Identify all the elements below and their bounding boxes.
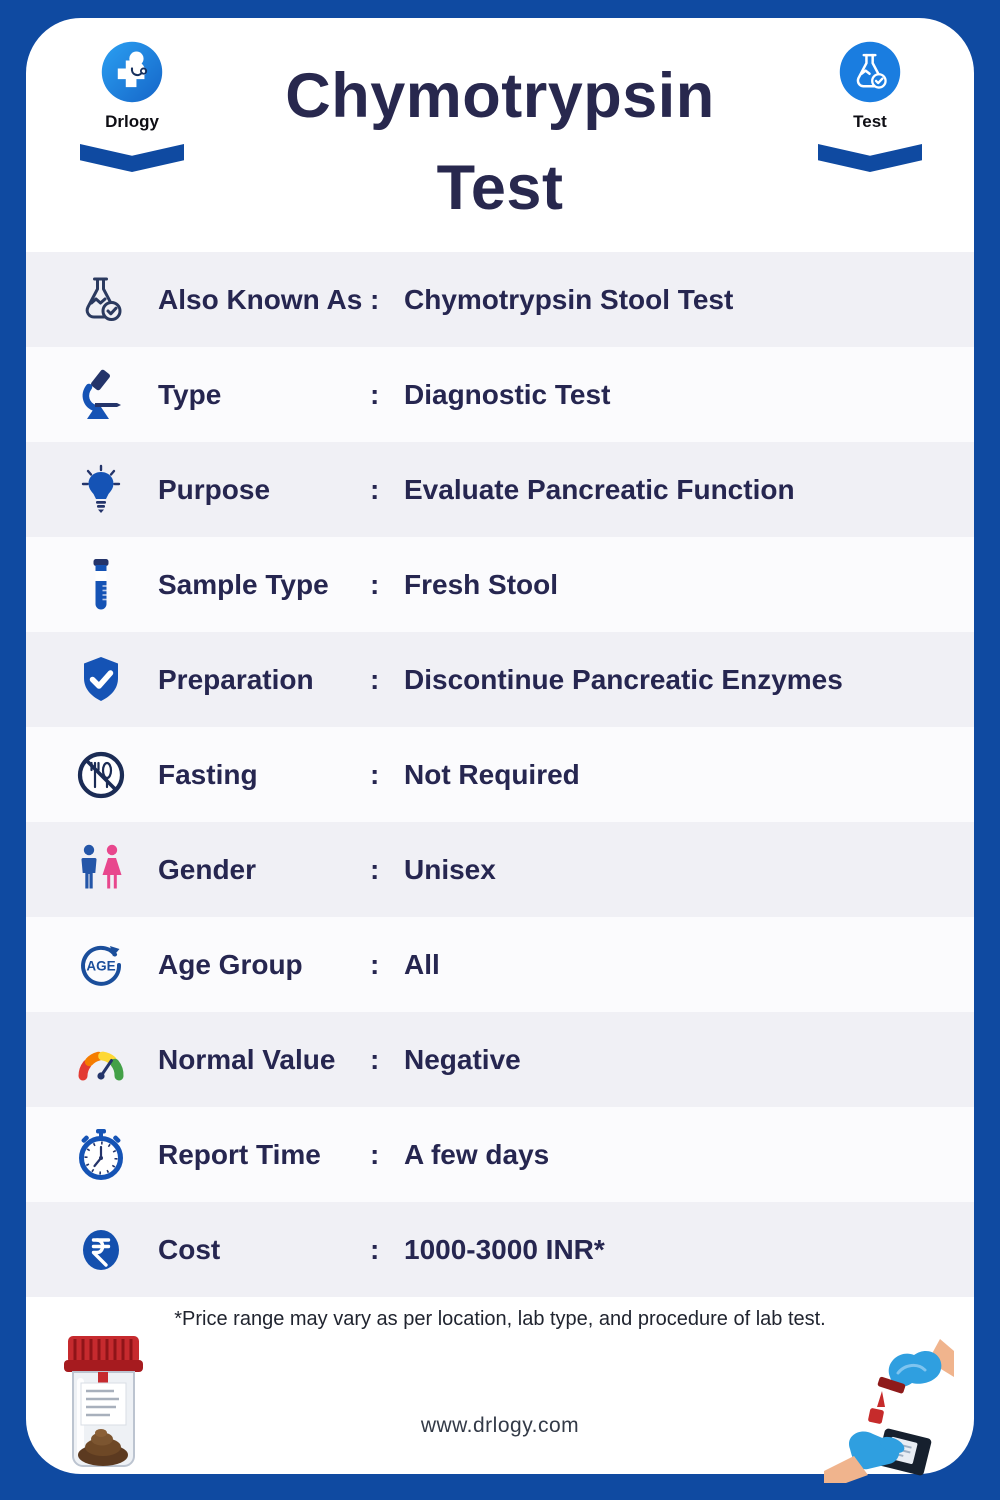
drlogy-logo-icon bbox=[100, 40, 164, 104]
row-value: Not Required bbox=[404, 758, 580, 790]
row-label: Report Time bbox=[158, 1138, 321, 1170]
table-row bbox=[26, 347, 974, 442]
shield-check-icon bbox=[72, 649, 130, 711]
table-row bbox=[26, 1107, 974, 1202]
microscope-icon bbox=[72, 364, 130, 426]
flask-check-icon bbox=[838, 40, 902, 104]
badge-ribbon-chevron bbox=[80, 144, 184, 172]
no-food-icon bbox=[72, 744, 130, 806]
row-separator: : bbox=[370, 473, 380, 505]
table-row bbox=[26, 1202, 974, 1297]
stool-sample-jar-image bbox=[56, 1333, 151, 1473]
row-separator: : bbox=[370, 1043, 380, 1075]
age-group-icon bbox=[72, 934, 130, 996]
price-disclaimer: *Price range may vary as per location, lab type, and procedure of lab test. bbox=[174, 1308, 826, 1330]
gender-icon bbox=[72, 839, 130, 901]
badge-label: Test bbox=[853, 112, 887, 131]
table-row bbox=[26, 1012, 974, 1107]
test-badge bbox=[818, 28, 922, 208]
row-separator: : bbox=[370, 1138, 380, 1170]
table-row bbox=[26, 252, 974, 347]
table-row bbox=[26, 822, 974, 917]
table-row bbox=[26, 727, 974, 822]
title-line-1: Chymotrypsin bbox=[285, 61, 715, 131]
flask-check-icon bbox=[72, 269, 130, 331]
title-line-2: Test bbox=[436, 153, 564, 223]
row-label: Preparation bbox=[158, 663, 314, 695]
row-separator: : bbox=[370, 948, 380, 980]
row-value: A few days bbox=[404, 1138, 550, 1170]
gauge-icon bbox=[72, 1029, 130, 1091]
test-info-table bbox=[26, 252, 974, 1297]
row-label: Type bbox=[158, 378, 222, 410]
svg-text:AGE: AGE bbox=[86, 958, 116, 973]
test-tube-icon bbox=[72, 554, 130, 616]
row-label: Fasting bbox=[158, 758, 258, 790]
row-separator: : bbox=[370, 378, 380, 410]
badge-label: Drlogy bbox=[105, 112, 159, 131]
table-row bbox=[26, 632, 974, 727]
row-separator: : bbox=[370, 568, 380, 600]
lightbulb-icon bbox=[72, 459, 130, 521]
row-separator: : bbox=[370, 283, 380, 315]
rupee-icon bbox=[72, 1219, 130, 1281]
website-url: www.drlogy.com bbox=[420, 1414, 580, 1437]
row-label: Gender bbox=[158, 853, 257, 885]
gloved-hands-test-image bbox=[812, 1333, 954, 1483]
table-row bbox=[26, 917, 974, 1012]
row-value: 1000-3000 INR* bbox=[404, 1233, 605, 1265]
drlogy-badge bbox=[80, 28, 184, 208]
row-separator: : bbox=[370, 1233, 380, 1265]
row-value: Diagnostic Test bbox=[404, 378, 611, 410]
table-row bbox=[26, 537, 974, 632]
row-value: Fresh Stool bbox=[404, 568, 559, 600]
row-value: Chymotrypsin Stool Test bbox=[404, 283, 734, 315]
row-label: Sample Type bbox=[158, 568, 329, 600]
row-separator: : bbox=[370, 853, 380, 885]
row-separator: : bbox=[370, 758, 380, 790]
row-value: Unisex bbox=[404, 853, 496, 885]
row-label: Purpose bbox=[158, 473, 271, 505]
row-separator: : bbox=[370, 663, 380, 695]
row-value: Discontinue Pancreatic Enzymes bbox=[404, 663, 843, 695]
row-value: Negative bbox=[404, 1043, 521, 1075]
row-label: Cost bbox=[158, 1233, 221, 1265]
row-label: Normal Value bbox=[158, 1043, 336, 1075]
badge-ribbon-chevron bbox=[818, 144, 922, 172]
stopwatch-icon bbox=[72, 1124, 130, 1186]
row-label: Also Known As bbox=[158, 283, 363, 315]
row-label: Age Group bbox=[158, 948, 303, 980]
table-row bbox=[26, 442, 974, 537]
row-value: All bbox=[404, 948, 440, 980]
row-value: Evaluate Pancreatic Function bbox=[404, 473, 795, 505]
